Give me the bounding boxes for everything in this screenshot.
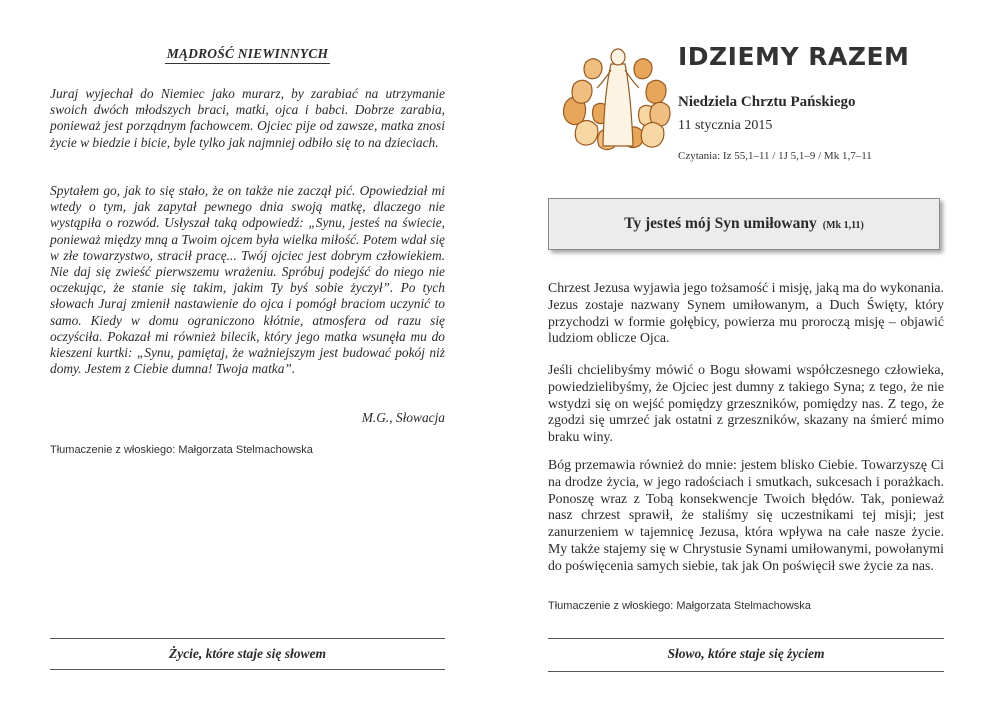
christ-figure-robe bbox=[603, 64, 633, 146]
right-footer-rule-bottom bbox=[548, 671, 944, 672]
commentary-paragraph-2: Jeśli chcielibyśmy mówić o Bogu słowami współczesnego człowieka, powiedzielibyśmy, że Ojciec jest dumny z takiego Syna; z tego, że nie wstydzi się on wejść pomiędzy grzeszników, pomiędzy nas. Z tego, że zgodzi się umrzeć jak ostatni z grzeszników, skazany na śmierć mimo braku winy. bbox=[548, 362, 944, 445]
crowd-head bbox=[572, 80, 592, 103]
banner-reference: (Mk 1,11) bbox=[822, 220, 864, 231]
crowd-figure-logo bbox=[560, 44, 675, 152]
christ-figure-head bbox=[611, 49, 625, 65]
crowd-head bbox=[584, 59, 602, 79]
story-paragraph-2: Spytałem go, jak to się stało, że on także nie zaczął pić. Opowiedział mi wtedy o tym, jak zapytał pewnego dnia swoją matkę, dlaczego nie wystąpiła o rozwód. Usłyszał taką odpowiedź: „Synu, jesteś na świecie, ponieważ między mną a Twoim ojcem była wielka miłość. Potem wdał się w złe towarzystwo, stracił pracę... Twój ojciec jest dobrym człowiekiem. Nie daj się zwieść pierwszemu wrażeniu. Spróbuj podejść do niego nie oczekując, że stanie się takim, jakim Ty byś sobie życzył”. Po tych słowach Juraj zmienił nastawienie do ojca i pomógł braciom uczynić to samo. Kiedy w domu ograniczono kłótnie, atmosfera od razu się oczyściła. Pokazał mi również bilecik, który jego matka wsunęła mu do kieszeni kurtki: „Synu, pamiętaj, że ważniejszym jest budować pokój niż domy. Jestem z Ciebie dumna! Twoja matka”. bbox=[50, 183, 445, 377]
brand-title: IDZIEMY RAZEM bbox=[678, 42, 910, 71]
story-signature: M.G., Słowacja bbox=[361, 410, 445, 425]
occasion-title: Niedziela Chrztu Pańskiego bbox=[678, 94, 856, 110]
right-footer-text: Słowo, które staje się życiem bbox=[667, 646, 825, 661]
right-translation-credit: Tłumaczenie z włoskiego: Małgorzata Stelmachowska bbox=[548, 600, 811, 612]
commentary-paragraph-1: Chrzest Jezusa wyjawia jego tożsamość i misję, jaką ma do wykonania. Jezus zostaje nazwany Synem umiłowanym, a Duch Święty, który przychodzi w formie gołębicy, powierza mu proroczą misję – objawić ludziom oblicze Ojca. bbox=[548, 280, 944, 346]
left-footer-rule-top bbox=[50, 638, 445, 639]
crowd-head bbox=[646, 80, 666, 103]
crowd-head bbox=[641, 122, 664, 147]
left-translation-credit: Tłumaczenie z włoskiego: Małgorzata Stelmachowska bbox=[50, 444, 313, 456]
story-paragraph-1: Juraj wyjechał do Niemiec jako murarz, by zarabiać na utrzymanie swoich dwóch młodszych braci, matki, ojca i babci. Dobrze zarabia, ponieważ jest porządnym fachowcem. Ojciec pije od zawsze, matka znosi życie w biedzie i bicie, byle tylko jak najmniej odbiło się to na dzieciach. bbox=[50, 86, 445, 150]
readings-text: Czytania: Iz 55,1–11 / 1J 5,1–9 / Mk 1,7–11 bbox=[678, 150, 872, 162]
banner-quote: Ty jesteś mój Syn umiłowany bbox=[624, 215, 817, 232]
quote-banner bbox=[548, 198, 940, 250]
right-footer-rule-top bbox=[548, 638, 944, 639]
crowd-head bbox=[634, 59, 652, 79]
date-text: 11 stycznia 2015 bbox=[678, 118, 773, 133]
right-page bbox=[548, 0, 944, 702]
commentary-paragraph-3: Bóg przemawia również do mnie: jestem blisko Ciebie. Towarzyszę Ci na drodze życia, w jego radościach i smutkach, sukcesach i porażkach. Ponoszę wraz z Tobą konsekwencje Twoich błędów. Tak, ponieważ nasz chrzest sprawił, że staliśmy się uczestnikami tej misji; jest zanurzeniem w tajemnicę Jezusa, która wpływa na całe nasze życie. My także stajemy się w Chrystusie Synami umiłowanymi, powołanymi do poświęcenia samych siebie, tak jak On poświęcił swe życie za nas. bbox=[548, 457, 944, 573]
left-page bbox=[50, 0, 445, 702]
left-page-title: MĄDROŚĆ NIEWINNYCH bbox=[50, 46, 445, 62]
crowd-head bbox=[575, 120, 598, 145]
left-footer-rule-bottom bbox=[50, 669, 445, 670]
left-footer-text: Życie, które staje się słowem bbox=[168, 646, 327, 661]
